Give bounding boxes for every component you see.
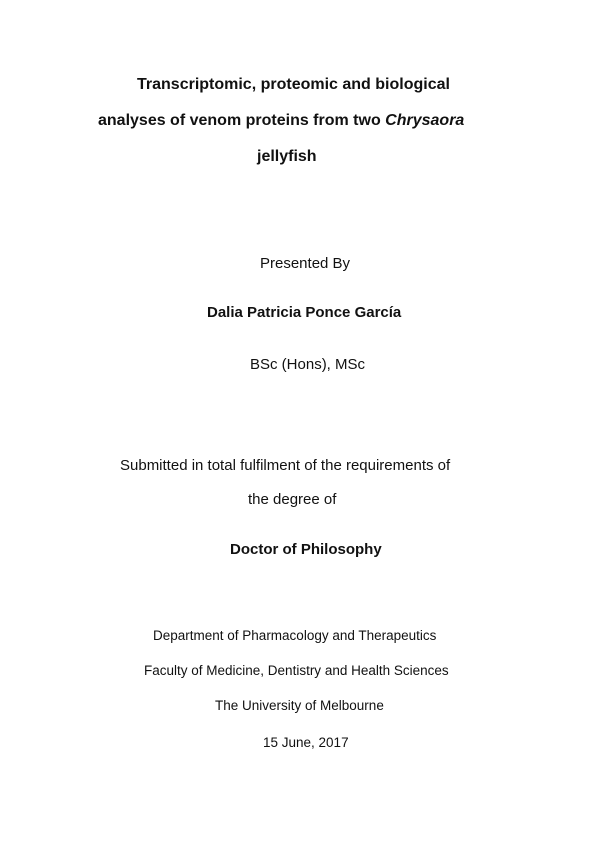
title-line-1: Transcriptomic, proteomic and biological	[137, 76, 450, 93]
title-genus-name: Chrysaora	[385, 112, 465, 129]
department-name: Department of Pharmacology and Therapeutics	[153, 628, 437, 643]
author-name: Dalia Patricia Ponce García	[207, 304, 402, 321]
title-line-3: jellyfish	[257, 148, 317, 165]
university-name: The University of Melbourne	[215, 698, 384, 713]
degree-title: Doctor of Philosophy	[230, 541, 382, 558]
presented-by-label: Presented By	[260, 255, 351, 272]
title-line-2-text: analyses of venom proteins from two	[98, 112, 386, 129]
title-line-2	[98, 112, 464, 130]
author-degrees: BSc (Hons), MSc	[250, 356, 366, 373]
submission-date: 15 June, 2017	[263, 735, 349, 750]
faculty-name: Faculty of Medicine, Dentistry and Health Sciences	[144, 663, 449, 678]
submission-statement-line-2: the degree of	[248, 491, 337, 508]
submission-statement-line-1: Submitted in total fulfilment of the requirements of	[120, 457, 451, 474]
